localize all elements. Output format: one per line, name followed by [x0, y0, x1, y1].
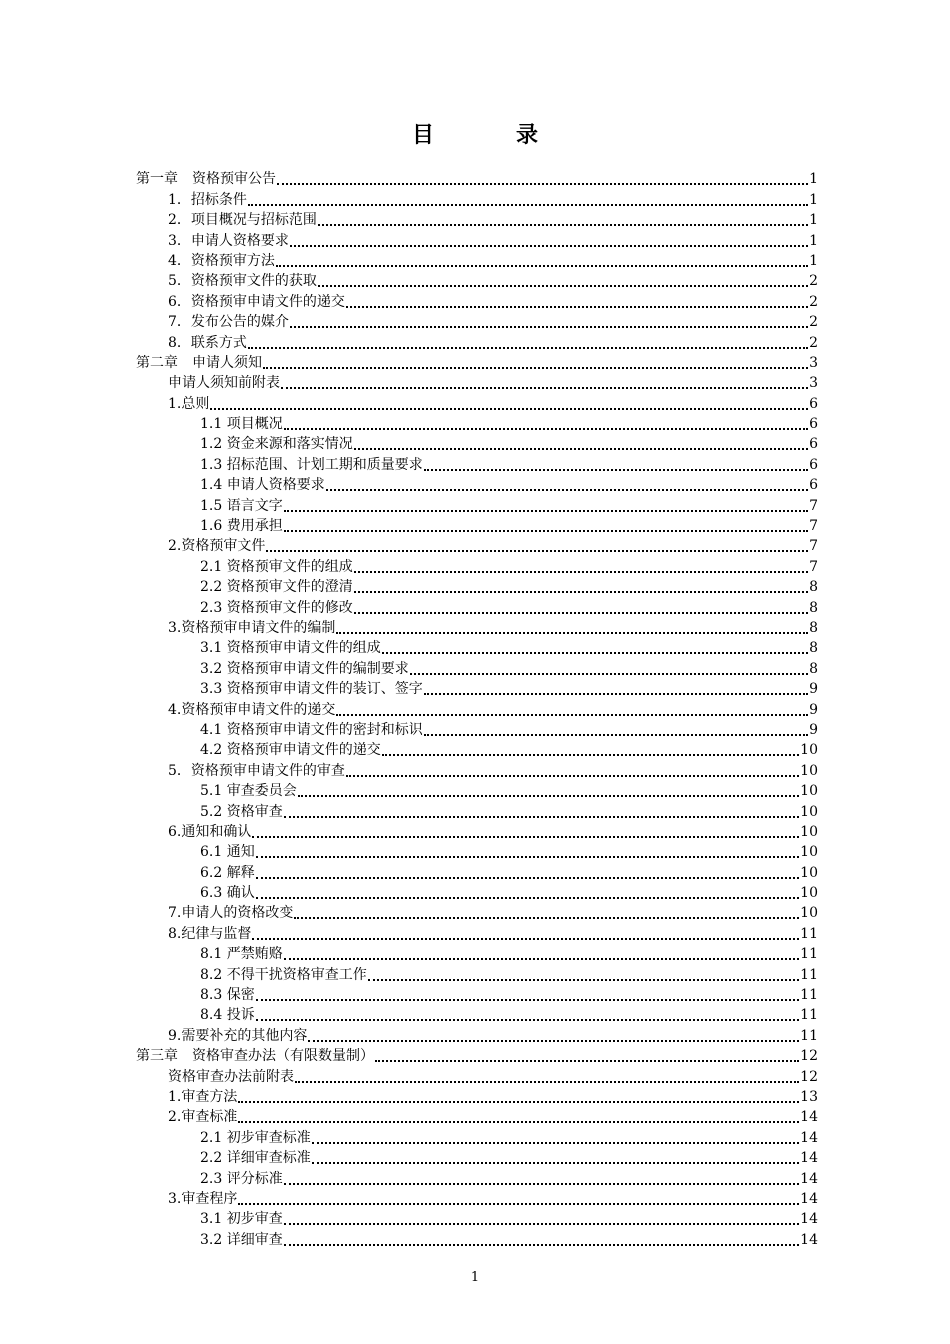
toc-entry[interactable] — [136, 943, 818, 963]
toc-entry-page: 10 — [800, 823, 818, 840]
toc-entry-label: 9.需要补充的其他内容 — [168, 1027, 308, 1044]
toc-dot-leader — [256, 985, 799, 1001]
toc-entry-page: 10 — [800, 803, 818, 820]
toc-entry-label: 1.1 项目概况 — [200, 416, 283, 433]
toc-dot-leader — [284, 414, 808, 430]
toc-entry[interactable] — [136, 637, 818, 657]
toc-entry-page: 14 — [800, 1211, 818, 1228]
toc-entry-label: 8.4 投诉 — [200, 1007, 255, 1024]
toc-entry[interactable] — [136, 311, 818, 331]
toc-entry-label: 资格审查办法前附表 — [168, 1068, 294, 1085]
toc-entry-page: 14 — [800, 1231, 818, 1248]
toc-entry-label: 7.申请人的资格改变 — [168, 905, 294, 922]
toc-entry-label: 1.总则 — [168, 395, 210, 412]
toc-dot-leader — [298, 781, 799, 797]
toc-dot-leader — [382, 740, 799, 756]
toc-entry[interactable] — [136, 902, 818, 922]
toc-entry[interactable] — [136, 841, 818, 861]
toc-entry-page: 1 — [809, 252, 818, 269]
toc-dot-leader — [284, 1230, 799, 1246]
toc-dot-leader — [238, 1087, 799, 1103]
toc-entry-label: 4.1 资格预审申请文件的密封和标识 — [200, 721, 423, 738]
toc-entry-label: 1.审查方法 — [168, 1088, 238, 1105]
page-number-footer: 1 — [470, 1270, 480, 1285]
toc-entry-label: 7．发布公告的媒介 — [168, 314, 289, 331]
toc-entry-label: 3.审查程序 — [168, 1190, 238, 1207]
toc-entry[interactable] — [136, 821, 818, 841]
toc-entry[interactable] — [136, 352, 818, 372]
toc-entry-label: 8.1 严禁贿赂 — [200, 946, 283, 963]
toc-entry[interactable] — [136, 882, 818, 902]
toc-entry[interactable] — [136, 1188, 818, 1208]
toc-dot-leader — [284, 802, 799, 818]
toc-entry-label: 3.3 资格预审申请文件的装订、签字 — [200, 681, 423, 698]
toc-entry-label: 4.资格预审申请文件的递交 — [168, 701, 336, 718]
toc-entry-page: 11 — [800, 925, 818, 942]
toc-dot-leader — [318, 210, 808, 226]
toc-dot-leader — [312, 1128, 799, 1144]
toc-entry-label: 2.1 资格预审文件的组成 — [200, 558, 353, 575]
toc-entry-label: 6.3 确认 — [200, 885, 255, 902]
toc-entry-page: 14 — [800, 1150, 818, 1167]
toc-entry[interactable] — [136, 474, 818, 494]
toc-entry-page: 8 — [809, 579, 818, 596]
toc-entry-label: 5．资格预审申请文件的审查 — [168, 762, 345, 779]
toc-entry[interactable] — [136, 413, 818, 433]
toc-dot-leader — [308, 1026, 799, 1042]
toc-entry[interactable] — [136, 290, 818, 310]
toc-entry-label: 8.2 不得干扰资格审查工作 — [200, 966, 367, 983]
toc-entry-label: 5.1 审查委员会 — [200, 783, 297, 800]
toc-entry-label: 4.2 资格预审申请文件的递交 — [200, 742, 381, 759]
toc-entry[interactable] — [136, 229, 818, 249]
toc-entry[interactable] — [136, 800, 818, 820]
toc-entry-page: 7 — [809, 497, 818, 514]
toc-entry-label: 6.1 通知 — [200, 844, 255, 861]
toc-entry[interactable] — [136, 678, 818, 698]
toc-entry[interactable] — [136, 1024, 818, 1044]
toc-dot-leader — [410, 659, 808, 675]
toc-dot-leader — [424, 455, 808, 471]
toc-entry-label: 5．资格预审文件的获取 — [168, 273, 317, 290]
toc-entry-page: 3 — [809, 375, 818, 392]
toc-entry[interactable] — [136, 433, 818, 453]
toc-entry-page: 11 — [800, 1027, 818, 1044]
toc-entry-page: 11 — [800, 1007, 818, 1024]
toc-entry[interactable] — [136, 168, 818, 188]
toc-entry-page: 10 — [800, 783, 818, 800]
toc-entry[interactable] — [136, 555, 818, 575]
toc-entry[interactable] — [136, 1208, 818, 1228]
toc-entry-label: 1.3 招标范围、计划工期和质量要求 — [200, 456, 423, 473]
toc-entry-page: 10 — [800, 762, 818, 779]
toc-dot-leader — [252, 924, 799, 940]
toc-dot-leader — [424, 720, 808, 736]
toc-entry-page: 8 — [809, 599, 818, 616]
toc-dot-leader — [276, 251, 808, 267]
toc-entry-page: 2 — [809, 293, 818, 310]
toc-entry[interactable] — [136, 780, 818, 800]
toc-entry-label: 1．招标条件 — [168, 191, 247, 208]
toc-entry-page: 10 — [800, 864, 818, 881]
toc-dot-leader — [284, 516, 808, 532]
toc-dot-leader — [346, 292, 808, 308]
toc-entry-page: 10 — [800, 905, 818, 922]
toc-entry-page: 1 — [809, 232, 818, 249]
toc-entry-label: 2.1 初步审查标准 — [200, 1129, 311, 1146]
toc-dot-leader — [318, 271, 808, 287]
toc-dot-leader — [424, 679, 808, 695]
toc-entry-label: 第二章 申请人须知 — [136, 354, 262, 371]
toc-dot-leader — [284, 496, 808, 512]
toc-entry-label: 3.资格预审申请文件的编制 — [168, 619, 336, 636]
toc-entry[interactable] — [136, 861, 818, 881]
toc-dot-leader — [238, 1107, 799, 1123]
toc-entry-label: 申请人须知前附表 — [168, 375, 280, 392]
toc-entry[interactable] — [136, 719, 818, 739]
toc-entry-label: 6．资格预审申请文件的递交 — [168, 293, 345, 310]
toc-entry-label: 3.2 资格预审申请文件的编制要求 — [200, 660, 409, 677]
toc-entry-label: 4．资格预审方法 — [168, 252, 275, 269]
toc-entry-page: 8 — [809, 640, 818, 657]
toc-entry-page: 10 — [800, 742, 818, 759]
toc-entry-page: 11 — [800, 987, 818, 1004]
toc-entry[interactable] — [136, 963, 818, 983]
toc-dot-leader — [284, 1209, 799, 1225]
toc-dot-leader — [354, 557, 808, 573]
toc-entry-label: 2.3 资格预审文件的修改 — [200, 599, 353, 616]
toc-entry-label: 6.2 解释 — [200, 864, 255, 881]
toc-dot-leader — [336, 700, 808, 716]
toc-dot-leader — [252, 822, 799, 838]
toc-entry-page: 6 — [809, 477, 818, 494]
toc-entry-page: 8 — [809, 619, 818, 636]
toc-entry-page: 6 — [809, 416, 818, 433]
toc-entry-label: 3.1 初步审查 — [200, 1211, 283, 1228]
toc-dot-leader — [256, 883, 799, 899]
toc-entry[interactable] — [136, 1065, 818, 1085]
toc-dot-leader — [284, 944, 799, 960]
toc-entry-label: 1.4 申请人资格要求 — [200, 477, 325, 494]
toc-dot-leader — [284, 1169, 799, 1185]
toc-entry-label: 1.5 语言文字 — [200, 497, 283, 514]
toc-entry-label: 3.2 详细审查 — [200, 1231, 283, 1248]
toc-entry-page: 7 — [809, 518, 818, 535]
toc-entry-page: 6 — [809, 436, 818, 453]
toc-dot-leader — [248, 190, 808, 206]
toc-entry-page: 14 — [800, 1170, 818, 1187]
toc-dot-leader — [266, 536, 808, 552]
toc-entry[interactable] — [136, 250, 818, 270]
toc-dot-leader — [263, 353, 808, 369]
toc-entry-label: 第一章 资格预审公告 — [136, 171, 276, 188]
toc-entry-label: 5.2 资格审查 — [200, 803, 283, 820]
toc-entry-page: 11 — [800, 946, 818, 963]
toc-dot-leader — [248, 333, 808, 349]
toc-entry-page: 1 — [809, 191, 818, 208]
toc-entry[interactable] — [136, 984, 818, 1004]
toc-entry[interactable] — [136, 1126, 818, 1146]
toc-entry-page: 7 — [809, 558, 818, 575]
toc-entry[interactable] — [136, 739, 818, 759]
toc-entry-page: 14 — [800, 1190, 818, 1207]
toc-dot-leader — [326, 475, 808, 491]
toc-dot-leader — [368, 965, 799, 981]
toc-entry-page: 1 — [809, 212, 818, 229]
toc-entry[interactable] — [136, 188, 818, 208]
toc-dot-leader — [256, 1005, 799, 1021]
toc-entry[interactable] — [136, 209, 818, 229]
toc-entry-label: 第三章 资格审查办法（有限数量制） — [136, 1048, 374, 1065]
toc-entry-label: 2.审查标准 — [168, 1109, 238, 1126]
toc-entry[interactable] — [136, 331, 818, 351]
toc-entry[interactable] — [136, 759, 818, 779]
toc-entry[interactable] — [136, 372, 818, 392]
toc-entry-page: 1 — [809, 171, 818, 188]
toc-dot-leader — [354, 598, 808, 614]
toc-dot-leader — [238, 1189, 799, 1205]
toc-entry[interactable] — [136, 1045, 818, 1065]
toc-entry-page: 13 — [800, 1088, 818, 1105]
toc-dot-leader — [375, 1046, 799, 1062]
toc-dot-leader — [336, 618, 808, 634]
toc-entry[interactable] — [136, 698, 818, 718]
toc-entry-page: 2 — [809, 314, 818, 331]
toc-dot-leader — [290, 231, 808, 247]
toc-entry[interactable] — [136, 494, 818, 514]
toc-entry-page: 3 — [809, 354, 818, 371]
toc-entry-label: 6.通知和确认 — [168, 823, 252, 840]
toc-entry[interactable] — [136, 1106, 818, 1126]
toc-entry[interactable] — [136, 270, 818, 290]
toc-dot-leader — [277, 169, 808, 185]
toc-entry-page: 10 — [800, 885, 818, 902]
toc-entry-page: 11 — [800, 966, 818, 983]
toc-entry-page: 6 — [809, 395, 818, 412]
toc-entry[interactable] — [136, 576, 818, 596]
toc-entry-label: 2．项目概况与招标范围 — [168, 212, 317, 229]
toc-entry-page: 2 — [809, 334, 818, 351]
toc-dot-leader — [354, 577, 808, 593]
toc-entry[interactable] — [136, 617, 818, 637]
toc-entry-page: 8 — [809, 660, 818, 677]
table-of-contents — [136, 168, 818, 1249]
toc-entry-page: 14 — [800, 1109, 818, 1126]
toc-entry-label: 8.纪律与监督 — [168, 925, 252, 942]
toc-entry[interactable] — [136, 1167, 818, 1187]
toc-dot-leader — [354, 434, 808, 450]
toc-dot-leader — [256, 863, 799, 879]
toc-entry-page: 7 — [809, 538, 818, 555]
toc-entry-page: 9 — [809, 681, 818, 698]
toc-entry-page: 9 — [809, 721, 818, 738]
toc-entry-label: 8．联系方式 — [168, 334, 247, 351]
toc-entry[interactable] — [136, 1147, 818, 1167]
page-title: 目 录 — [411, 123, 568, 148]
toc-entry-label: 3．申请人资格要求 — [168, 232, 289, 249]
toc-dot-leader — [281, 373, 808, 389]
toc-entry-page: 12 — [800, 1068, 818, 1085]
toc-entry[interactable] — [136, 535, 818, 555]
toc-entry[interactable] — [136, 596, 818, 616]
toc-dot-leader — [295, 1067, 799, 1083]
toc-entry[interactable] — [136, 515, 818, 535]
toc-entry-page: 14 — [800, 1129, 818, 1146]
toc-entry-label: 1.6 费用承担 — [200, 518, 283, 535]
toc-dot-leader — [210, 394, 808, 410]
toc-entry-label: 3.1 资格预审申请文件的组成 — [200, 640, 381, 657]
toc-entry-page: 10 — [800, 844, 818, 861]
toc-entry[interactable] — [136, 1086, 818, 1106]
toc-entry-page: 9 — [809, 701, 818, 718]
toc-entry-label: 2.资格预审文件 — [168, 538, 266, 555]
toc-entry[interactable] — [136, 657, 818, 677]
toc-entry-page: 12 — [800, 1048, 818, 1065]
toc-entry-page: 2 — [809, 273, 818, 290]
toc-dot-leader — [294, 903, 799, 919]
toc-entry[interactable] — [136, 392, 818, 412]
toc-entry[interactable] — [136, 453, 818, 473]
toc-dot-leader — [312, 1148, 799, 1164]
toc-dot-leader — [346, 761, 799, 777]
toc-dot-leader — [382, 638, 808, 654]
toc-entry[interactable] — [136, 1228, 818, 1248]
toc-entry[interactable] — [136, 1004, 818, 1024]
toc-dot-leader — [290, 312, 808, 328]
toc-entry-label: 2.3 评分标准 — [200, 1170, 283, 1187]
toc-dot-leader — [256, 842, 799, 858]
toc-entry-page: 6 — [809, 456, 818, 473]
toc-entry-label: 8.3 保密 — [200, 987, 255, 1004]
toc-entry-label: 1.2 资金来源和落实情况 — [200, 436, 353, 453]
toc-entry[interactable] — [136, 922, 818, 942]
toc-entry-label: 2.2 资格预审文件的澄清 — [200, 579, 353, 596]
toc-entry-label: 2.2 详细审查标准 — [200, 1150, 311, 1167]
